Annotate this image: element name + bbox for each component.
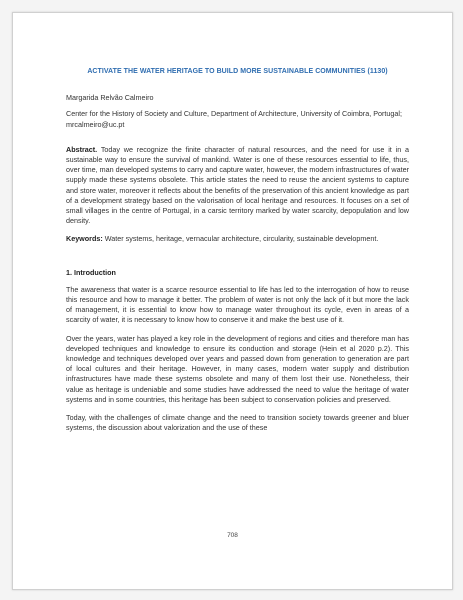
document-page [12, 12, 453, 590]
abstract-text: Today we recognize the finite character of natural resources, and the need for use it in a sustainable way to ensure the survival of mankind. Water is one of these resources essential to life, thus, over time, man developed systems to carry and capture water, however, the modern infrastructures of water supply made these systems obsolete. This article states the need to reuse the ancient systems to capture and store water, moreover it reflects about the benefits of the preservation of this ancient knowledge as part of a development strategy based on the valorisation of local heritage and resources. It focuses on a set of small villages in the centre of Portugal, in a carsic territory marked by water scarcity, depopulation and low density. [66, 144, 409, 226]
section-heading-introduction: 1. Introduction [66, 267, 116, 277]
paper-title: ACTIVATE THE WATER HERITAGE TO BUILD MORE SUSTAINABLE COMMUNITIES (1130) [87, 68, 388, 75]
body-paragraph: Over the years, water has played a key role in the development of regions and cities and therefore man has developed techniques and knowledge to ensure its conduction and storage (Hein et al 2020 p.2). This knowledge and techniques developed over years and passed down from generation to generation are part of local cultures and their heritage. However, in many cases, modern water supply and distribution infrastructures have made these systems obsolete and many of them lost their use. Nonetheless, their value as heritage is undeniable and some studies have addressed the need to value the heritage of water systems and in some countries, this heritage has been subject to conservation policies and preserved. [66, 333, 409, 404]
page-content [66, 67, 409, 441]
keywords-label: Keywords: [66, 234, 103, 244]
page-number: 708 [227, 532, 238, 539]
author-name: Margarida Relvão Calmeiro [66, 93, 154, 103]
keywords [66, 234, 409, 244]
keywords-text: Water systems, heritage, vernacular architecture, circularity, sustainable development. [102, 234, 379, 244]
abstract [66, 145, 409, 227]
author-affiliation: Center for the History of Society and Culture, Department of Architecture, University of Coimbra, Portugal; mrcalmeiro@uc.pt [66, 109, 402, 129]
body-paragraph: Today, with the challenges of climate change and the need to transition society towards greener and bluer systems, the discussion about valorization and the use of these [66, 413, 409, 433]
body-paragraph: The awareness that water is a scarce resource essential to life has led to the interrogation of how to reuse this resource and how to manage it better. The problem of water is not only the lack of it but more the lack of management, it is essential to know how to manage water throughout its cycle, even in areas of a scarcity of water, it is necessary to know how to conserve it and make the best use of it. [66, 284, 409, 325]
abstract-label: Abstract. [66, 144, 98, 154]
